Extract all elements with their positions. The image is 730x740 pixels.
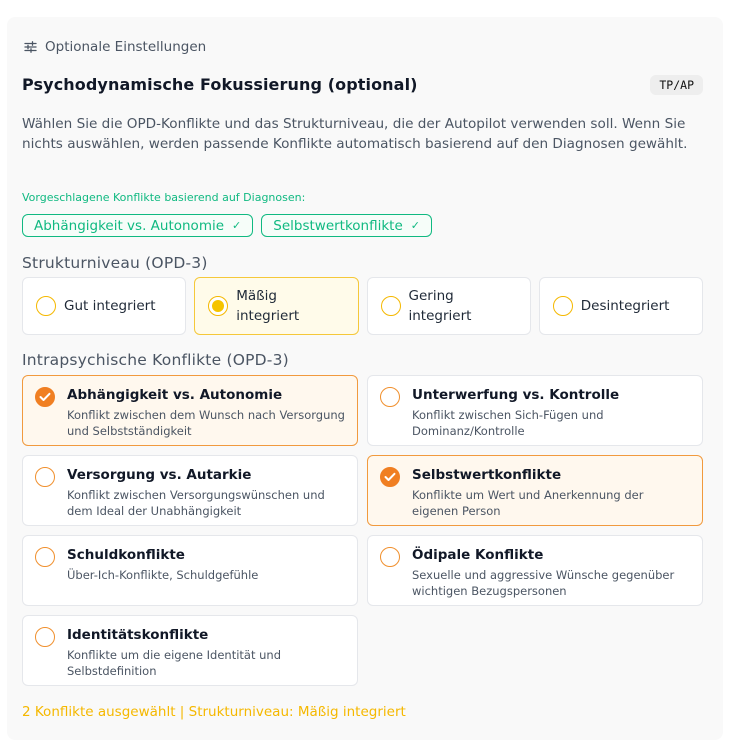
optional-settings-header	[24, 39, 206, 55]
conflict-card-versorgung[interactable]	[22, 455, 358, 526]
suggested-conflicts-label: Vorgeschlagene Konflikte basierend auf Diagnosen:	[22, 191, 306, 204]
conflict-name: Identitätskonflikte	[67, 627, 209, 643]
optional-settings-panel	[7, 17, 723, 740]
level-option-label: Mäßig integriert	[236, 288, 300, 324]
conflict-card-unterwerfung[interactable]	[367, 375, 703, 446]
suggested-conflicts-chips	[22, 214, 432, 237]
method-badge: TP/AP	[650, 75, 703, 95]
conflict-description: Sexuelle und aggressive Wünsche gegenüber wichtigen Bezugspersonen	[412, 568, 675, 598]
suggested-chip-abhaengigkeit[interactable]	[22, 214, 253, 237]
suggested-chip-selbstwert[interactable]	[261, 214, 432, 237]
level-option-label: Gut integriert	[64, 298, 156, 314]
conflict-description: Konflikte um Wert und Anerkennung der eigenen Person	[412, 488, 644, 518]
conflict-description: Über-Ich-Konflikte, Schuldgefühle	[67, 568, 259, 582]
checkbox-icon	[380, 547, 400, 567]
checkbox-icon	[380, 387, 400, 407]
section-title: Psychodynamische Fokussierung (optional)	[22, 75, 418, 94]
checkbox-icon	[35, 547, 55, 567]
radio-icon	[553, 296, 573, 316]
conflicts-title: Intrapsychische Konflikte (OPD-3)	[22, 351, 289, 369]
structure-level-options	[22, 277, 703, 335]
checkbox-icon	[35, 627, 55, 647]
description-text: Wählen Sie die OPD-Konflikte und das Strukturniveau, die der Autopilot verwenden soll. Wenn Sie nichts auswählen, werden passende Konflikte automatisch basierend auf den Diagnosen gewählt.	[22, 116, 688, 152]
conflict-name: Abhängigkeit vs. Autonomie	[67, 387, 283, 403]
checkbox-icon	[380, 467, 400, 487]
conflict-description: Konflikt zwischen Versorgungswünschen und dem Ideal der Unabhängigkeit	[67, 488, 325, 518]
level-option-gering-integriert[interactable]	[367, 277, 531, 335]
sliders-icon	[24, 41, 37, 53]
conflict-name: Unterwerfung vs. Kontrolle	[412, 387, 620, 403]
conflict-description: Konflikte um die eigene Identität und Selbstdefinition	[67, 648, 282, 678]
level-option-gut-integriert[interactable]	[22, 277, 186, 335]
conflict-name: Versorgung vs. Autarkie	[67, 467, 252, 483]
check-icon: ✓	[410, 219, 421, 232]
check-icon: ✓	[232, 219, 242, 232]
conflict-name: Selbstwertkonflikte	[412, 467, 562, 483]
level-option-maessig-integriert[interactable]	[194, 277, 358, 335]
conflict-name: Schuldkonflikte	[67, 547, 185, 563]
level-option-label: Desintegriert	[580, 298, 670, 314]
conflict-options	[22, 375, 703, 686]
conflict-name: Ödipale Konflikte	[412, 547, 544, 563]
radio-icon	[36, 296, 56, 316]
conflict-card-schuld[interactable]	[22, 535, 358, 606]
optional-settings-label: Optionale Einstellungen	[45, 39, 207, 55]
conflict-card-selbstwert[interactable]	[367, 455, 703, 526]
conflict-description: Konflikt zwischen dem Wunsch nach Versorgung und Selbstständigkeit	[67, 408, 345, 438]
checkbox-icon	[35, 387, 55, 407]
selection-status-text: 2 Konflikte ausgewählt | Strukturniveau: Mäßig integriert	[22, 704, 406, 720]
level-option-desintegriert[interactable]	[539, 277, 703, 335]
level-option-label: Gering integriert	[408, 288, 472, 324]
chip-label: Selbstwertkonflikte	[273, 217, 403, 234]
conflict-description: Konflikt zwischen Sich-Fügen und Dominanz/Kontrolle	[412, 408, 604, 438]
chip-label: Abhängigkeit vs. Autonomie	[34, 217, 225, 234]
radio-icon	[381, 296, 401, 316]
structure-level-title: Strukturniveau (OPD-3)	[22, 254, 208, 272]
radio-icon	[208, 296, 228, 316]
conflict-card-abhaengigkeit[interactable]	[22, 375, 358, 446]
checkbox-icon	[35, 467, 55, 487]
conflict-card-oedipal[interactable]	[367, 535, 703, 606]
conflict-card-identitaet[interactable]	[22, 615, 358, 686]
